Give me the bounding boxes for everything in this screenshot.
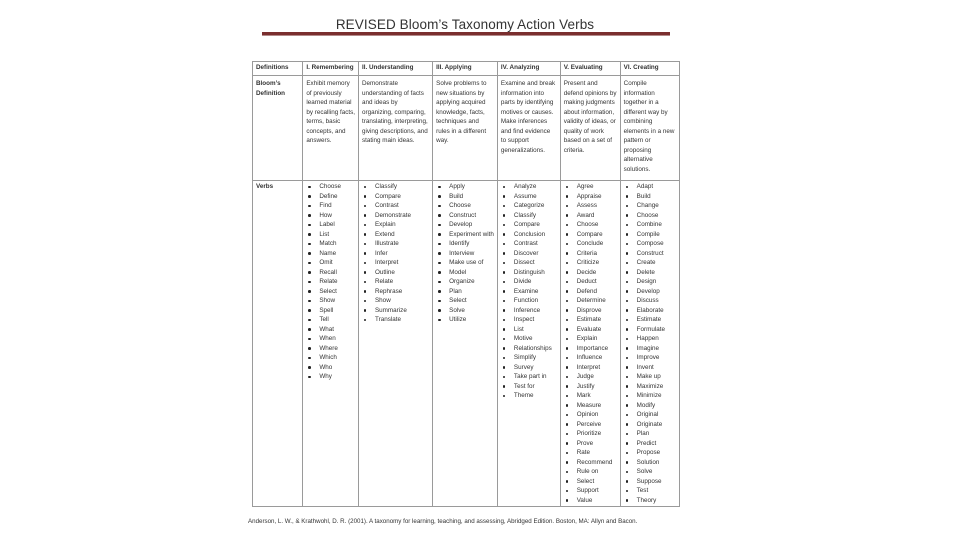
verb-item: Compare (564, 230, 617, 240)
verb-item: Deduct (564, 277, 617, 287)
verb-item: Find (306, 201, 355, 211)
verb-item: Delete (624, 268, 676, 278)
verb-item: Tell (306, 315, 355, 325)
verb-list (564, 182, 617, 505)
verb-item: Inference (501, 306, 557, 316)
verb-item: Show (306, 296, 355, 306)
verb-item: Solution (624, 458, 676, 468)
verb-item: Relationships (501, 344, 557, 354)
verb-item: Divide (501, 277, 557, 287)
definition-evaluating: Present and defend opinions by making judgments about information, validity of ideas, or quality of work based on a set of criteria. (560, 76, 620, 181)
verb-item: List (306, 230, 355, 240)
verb-item: Happen (624, 334, 676, 344)
verb-item: When (306, 334, 355, 344)
verb-item: Assume (501, 192, 557, 202)
verb-item: Combine (624, 220, 676, 230)
verb-item: Compile (624, 230, 676, 240)
verb-item: Choose (564, 220, 617, 230)
verb-item: Justify (564, 382, 617, 392)
verb-item: Create (624, 258, 676, 268)
verb-item: What (306, 325, 355, 335)
verb-item: Judge (564, 372, 617, 382)
verb-item: Illustrate (362, 239, 429, 249)
verb-item: Translate (362, 315, 429, 325)
verb-item: Contrast (362, 201, 429, 211)
verb-item: Relate (306, 277, 355, 287)
verbs-creating (620, 181, 679, 507)
citation: Anderson, L. W., & Krathwohl, D. R. (2001). A taxonomy for learning, teaching, and assessing, Abridged Edition. Boston, MA: Allyn and Bacon. (248, 518, 638, 525)
verb-item: Defend (564, 287, 617, 297)
verb-item: Match (306, 239, 355, 249)
verb-list (624, 182, 676, 505)
header-analyzing: IV. Analyzing (497, 62, 560, 76)
verb-item: Organize (436, 277, 494, 287)
verb-item: How (306, 211, 355, 221)
verb-item: Design (624, 277, 676, 287)
verb-item: Function (501, 296, 557, 306)
verb-item: Inspect (501, 315, 557, 325)
verb-item: Change (624, 201, 676, 211)
verb-item: Construct (624, 249, 676, 259)
verb-item: Test (624, 486, 676, 496)
verb-item: Name (306, 249, 355, 259)
verb-item: Choose (436, 201, 494, 211)
verb-item: Extend (362, 230, 429, 240)
verb-item: Solve (436, 306, 494, 316)
verb-item: Take part in (501, 372, 557, 382)
verb-item: Develop (436, 220, 494, 230)
verb-item: Choose (306, 182, 355, 192)
definition-row-label: Bloom’s Definition (253, 76, 303, 181)
verb-item: Evaluate (564, 325, 617, 335)
definition-remembering: Exhibit memory of previously learned material by recalling facts, terms, basic concepts, and answers. (303, 76, 359, 181)
verb-item: Model (436, 268, 494, 278)
verbs-evaluating (560, 181, 620, 507)
verbs-understanding (358, 181, 432, 507)
verb-item: Label (306, 220, 355, 230)
verb-item: Prioritize (564, 429, 617, 439)
verb-item: Invent (624, 363, 676, 373)
header-row (253, 62, 680, 76)
verb-item: Compare (501, 220, 557, 230)
header-understanding: II. Understanding (358, 62, 432, 76)
header-creating: VI. Creating (620, 62, 679, 76)
verb-item: Develop (624, 287, 676, 297)
verb-item: Demonstrate (362, 211, 429, 221)
verb-item: Motive (501, 334, 557, 344)
verb-item: Utilize (436, 315, 494, 325)
verbs-row-label: Verbs (253, 181, 303, 507)
verb-item: List (501, 325, 557, 335)
verb-item: Prove (564, 439, 617, 449)
verb-item: Elaborate (624, 306, 676, 316)
verb-item: Choose (624, 211, 676, 221)
verb-item: Agree (564, 182, 617, 192)
verb-item: Why (306, 372, 355, 382)
verb-item: Influence (564, 353, 617, 363)
header-remembering: I. Remembering (303, 62, 359, 76)
verb-item: Explain (564, 334, 617, 344)
verb-item: Importance (564, 344, 617, 354)
verb-item: Categorize (501, 201, 557, 211)
page-title: REVISED Bloom’s Taxonomy Action Verbs (335, 17, 595, 32)
verb-item: Value (564, 496, 617, 506)
verb-item: Survey (501, 363, 557, 373)
bloom-taxonomy-table (252, 61, 680, 507)
verb-item: Original (624, 410, 676, 420)
verb-item: Omit (306, 258, 355, 268)
verb-item: Classify (362, 182, 429, 192)
verb-item: Classify (501, 211, 557, 221)
verb-item: Decide (564, 268, 617, 278)
verb-item: Propose (624, 448, 676, 458)
verb-item: Support (564, 486, 617, 496)
verb-item: Select (306, 287, 355, 297)
verb-item: Who (306, 363, 355, 373)
verb-item: Interpret (362, 258, 429, 268)
verb-item: Build (436, 192, 494, 202)
verb-item: Show (362, 296, 429, 306)
verb-item: Infer (362, 249, 429, 259)
verb-item: Select (436, 296, 494, 306)
verb-item: Adapt (624, 182, 676, 192)
verb-item: Measure (564, 401, 617, 411)
verb-list (501, 182, 557, 401)
verb-item: Analyze (501, 182, 557, 192)
verb-item: Maximize (624, 382, 676, 392)
verb-item: Solve (624, 467, 676, 477)
verb-item: Recommend (564, 458, 617, 468)
verb-item: Experiment with (436, 230, 494, 240)
verb-item: Construct (436, 211, 494, 221)
verb-item: Compose (624, 239, 676, 249)
verb-item: Rephrase (362, 287, 429, 297)
verbs-remembering (303, 181, 359, 507)
verbs-row (253, 181, 680, 507)
verb-item: Minimize (624, 391, 676, 401)
verb-item: Build (624, 192, 676, 202)
verb-item: Recall (306, 268, 355, 278)
verb-item: Interview (436, 249, 494, 259)
verb-item: Modify (624, 401, 676, 411)
verbs-applying (433, 181, 498, 507)
verb-item: Predict (624, 439, 676, 449)
verb-item: Plan (624, 429, 676, 439)
verb-item: Explain (362, 220, 429, 230)
verb-list (436, 182, 494, 325)
verb-item: Simplify (501, 353, 557, 363)
verb-item: Rate (564, 448, 617, 458)
verb-list (362, 182, 429, 325)
verb-item: Estimate (564, 315, 617, 325)
verb-item: Determine (564, 296, 617, 306)
verb-item: Appraise (564, 192, 617, 202)
header-applying: III. Applying (433, 62, 498, 76)
verb-item: Spell (306, 306, 355, 316)
verb-item: Test for (501, 382, 557, 392)
definition-row (253, 76, 680, 181)
verb-item: Outline (362, 268, 429, 278)
verb-item: Which (306, 353, 355, 363)
verb-item: Conclude (564, 239, 617, 249)
verb-item: Discover (501, 249, 557, 259)
verb-item: Identify (436, 239, 494, 249)
verb-item: Originate (624, 420, 676, 430)
verb-item: Perceive (564, 420, 617, 430)
verb-item: Select (564, 477, 617, 487)
verb-item: Rule on (564, 467, 617, 477)
definition-applying: Solve problems to new situations by applying acquired knowledge, facts, techniques and rules in a different way. (433, 76, 498, 181)
title-underline (262, 32, 670, 35)
verb-item: Contrast (501, 239, 557, 249)
header-evaluating: V. Evaluating (560, 62, 620, 76)
verb-item: Dissect (501, 258, 557, 268)
verb-item: Theory (624, 496, 676, 506)
verb-item: Criteria (564, 249, 617, 259)
definition-creating: Compile information together in a different way by combining elements in a new pattern or proposing alternative solutions. (620, 76, 679, 181)
verb-item: Distinguish (501, 268, 557, 278)
verb-item: Examine (501, 287, 557, 297)
verb-item: Plan (436, 287, 494, 297)
verb-item: Make up (624, 372, 676, 382)
verb-item: Make use of (436, 258, 494, 268)
verbs-analyzing (497, 181, 560, 507)
verb-item: Imagine (624, 344, 676, 354)
verb-item: Mark (564, 391, 617, 401)
verb-item: Theme (501, 391, 557, 401)
verb-item: Suppose (624, 477, 676, 487)
verb-item: Compare (362, 192, 429, 202)
verb-item: Interpret (564, 363, 617, 373)
verb-item: Award (564, 211, 617, 221)
verb-item: Relate (362, 277, 429, 287)
verb-item: Where (306, 344, 355, 354)
header-definitions: Definitions (253, 62, 303, 76)
verb-item: Opinion (564, 410, 617, 420)
verb-item: Formulate (624, 325, 676, 335)
definition-analyzing: Examine and break information into parts by identifying motives or causes. Make inferences and find evidence to support generalizations. (497, 76, 560, 181)
verb-item: Disprove (564, 306, 617, 316)
verb-item: Conclusion (501, 230, 557, 240)
verb-item: Discuss (624, 296, 676, 306)
verb-item: Define (306, 192, 355, 202)
verb-item: Estimate (624, 315, 676, 325)
definition-understanding: Demonstrate understanding of facts and ideas by organizing, comparing, translating, interpreting, giving descriptions, and stating main ideas. (358, 76, 432, 181)
verb-list (306, 182, 355, 382)
verb-item: Improve (624, 353, 676, 363)
verb-item: Apply (436, 182, 494, 192)
verb-item: Summarize (362, 306, 429, 316)
verb-item: Assess (564, 201, 617, 211)
verb-item: Criticize (564, 258, 617, 268)
